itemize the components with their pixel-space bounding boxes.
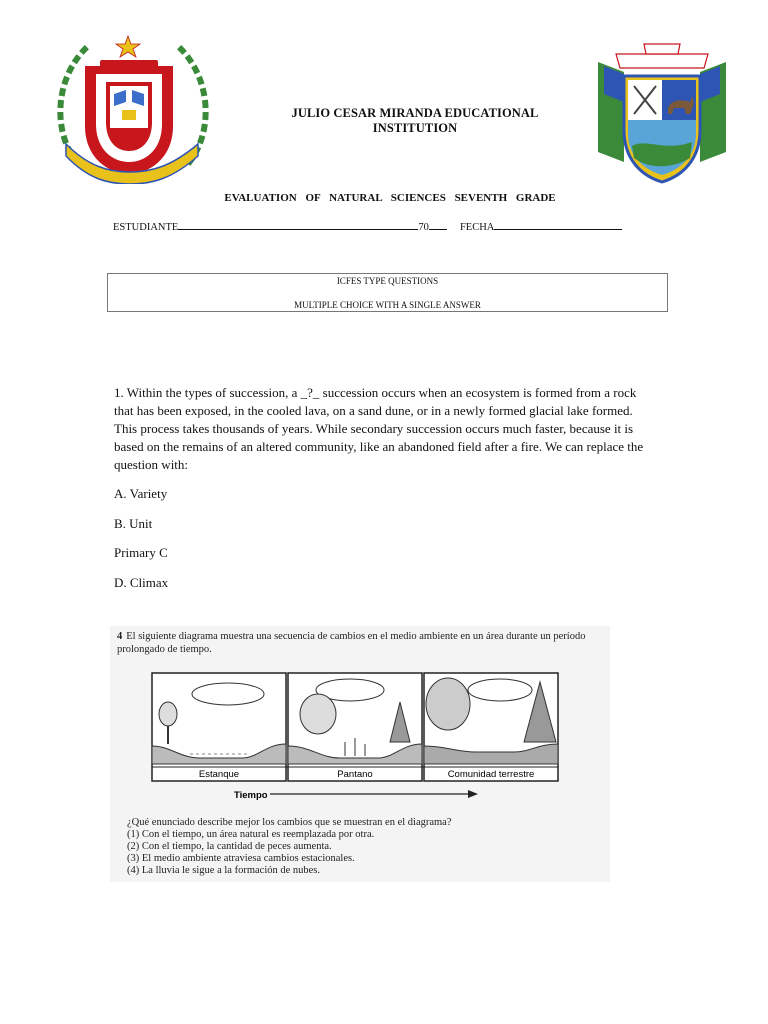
question-1-option-a[interactable]: A. Variety	[114, 486, 168, 501]
instructions-line-1: ICFES TYPE QUESTIONS	[336, 276, 439, 286]
ecological-succession-diagram	[150, 672, 560, 812]
municipal-shield-logo	[594, 42, 730, 188]
tree-icon	[426, 678, 470, 730]
question-1-text: 1. Within the types of succession, a _?_ succession occurs when an ecosystem is formed from a rock that has been exposed, in the cooled lava, on a sand dune, or in a newly formed glacial lake formed. This process takes thousands of years. While secondary succession occurs much faster, because it is based on the remains of an altered community, like an abandoned field after a fire. We can replace the question with:	[114, 385, 644, 472]
scanned-answer-3[interactable]: (3) El medio ambiente atraviesa cambios estacionales.	[127, 853, 355, 864]
question-1-option-d[interactable]: D. Climax	[114, 575, 169, 590]
scanned-question-number: 4	[117, 631, 123, 642]
evaluation-title: EVALUATION OF NATURAL SCIENCES SEVENTH GRADE	[224, 192, 556, 204]
cloud-icon	[192, 683, 264, 705]
scanned-question-intro	[117, 630, 617, 656]
panel-label-marsh: Pantano	[337, 769, 373, 780]
scanned-question-prompt: ¿Qué enunciado describe mejor los cambios que se muestran en el diagrama?	[127, 817, 452, 828]
scanned-question-intro-text: El siguiente diagrama muestra una secuencia de cambios en el medio ambiente en un área durante un período prolongado de tiempo.	[117, 631, 586, 655]
tree-icon	[300, 694, 336, 734]
question-1-option-b[interactable]: B. Unit	[114, 516, 153, 531]
date-label: FECHA	[459, 222, 495, 233]
date-blank[interactable]	[494, 219, 622, 230]
scanned-answer-4[interactable]: (4) La lluvia le sigue a la formación de nubes.	[127, 865, 321, 876]
school-crest-logo	[48, 34, 218, 184]
student-number: 70	[418, 222, 429, 233]
school-name: JULIO CESAR MIRANDA EDUCATIONAL INSTITUTION	[291, 106, 539, 135]
tree-icon	[159, 702, 177, 726]
panel-label-pond: Estanque	[198, 769, 240, 780]
arrow-head-icon	[468, 790, 478, 798]
scanned-answer-2[interactable]: (2) Con el tiempo, la cantidad de peces aumenta.	[127, 841, 332, 852]
student-label: ESTUDIANTE	[113, 222, 179, 233]
question-1-option-c[interactable]: Primary C	[114, 545, 168, 560]
student-name-blank[interactable]	[178, 219, 418, 230]
panel-label-land: Comunidad terrestre	[447, 769, 535, 780]
scanned-answer-1[interactable]: (1) Con el tiempo, un área natural es reemplazada por otra.	[127, 829, 375, 840]
school-crest-icon	[48, 34, 218, 184]
cloud-icon	[468, 679, 532, 701]
instructions-line-2: MULTIPLE CHOICE WITH A SINGLE ANSWER	[294, 300, 481, 310]
municipal-shield-icon	[594, 42, 730, 188]
number-blank[interactable]	[429, 219, 447, 230]
instructions-box	[107, 273, 668, 312]
student-info-line	[113, 219, 673, 233]
axis-label-time: Tiempo	[234, 790, 268, 801]
scanned-question-body	[127, 817, 597, 877]
